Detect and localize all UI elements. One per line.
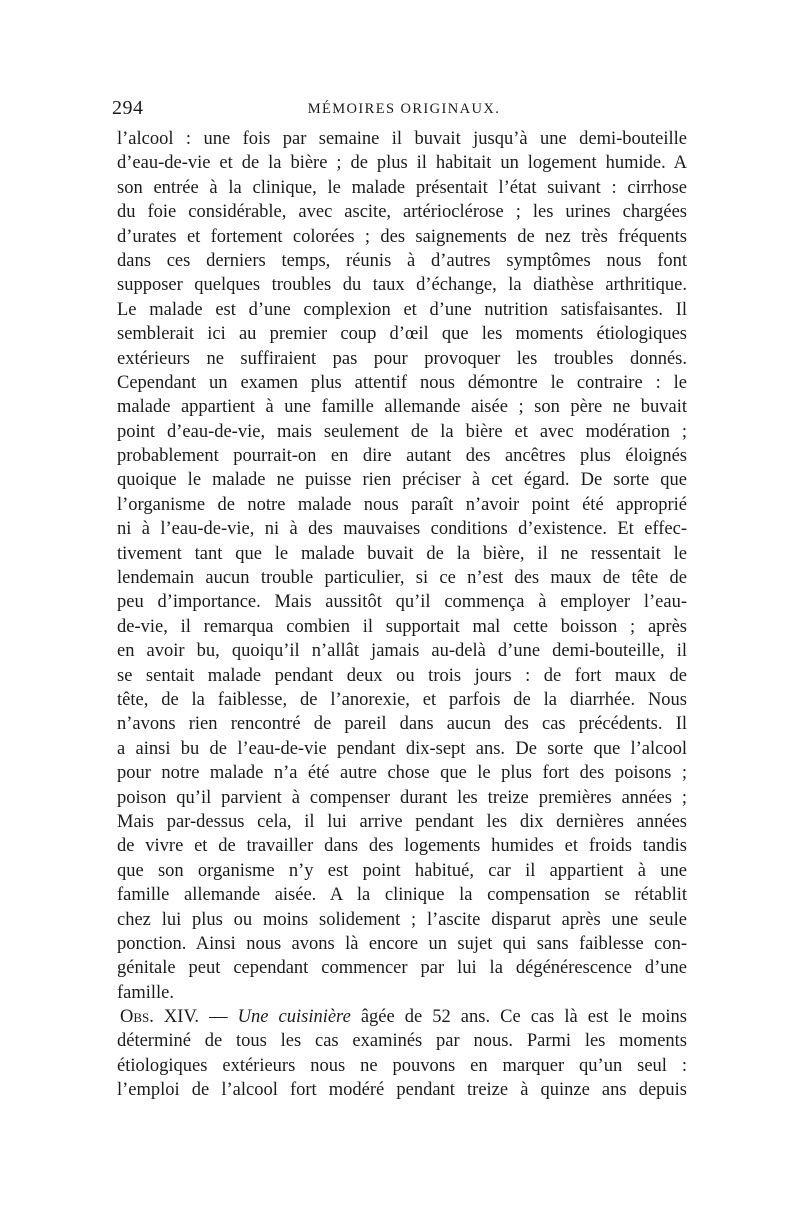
text-line: ponction. Ainsi nous avons là encore un sujet qui sans faiblesse con- [117,933,687,954]
text-line: famille allemande aisée. A la clinique la compensation se rétablit [117,885,687,906]
text-line: ni à l’eau-de-vie, ni à des mauvaises conditions d’existence. Et effec- [117,519,687,540]
page-number: 294 [112,97,144,119]
observation-title: Une cuisinière [237,1007,351,1028]
running-title: MÉMOIRES ORIGINAUX. [307,101,501,117]
page-header [112,97,696,123]
text-line: tivement tant que le malade buvait de la bière, il ne ressentait le [117,543,687,564]
text-line: d’eau-de-vie et de la bière ; de plus il habitait un logement humide. A [117,153,687,174]
text-line: a ainsi bu de l’eau-de-vie pendant dix-sept ans. De sorte que l’alcool [117,738,687,759]
text-line: malade appartient à une famille allemande aisée ; son père ne buvait [117,397,687,418]
text-line: que son organisme n’y est point habitué, car il appartient à une [117,860,687,881]
observation-label: Obs. XIV. [120,1007,200,1028]
observation-dash: — [199,1007,238,1028]
text-line: supposer quelques troubles du taux d’échange, la diathèse arthritique. [117,275,687,296]
text-line: l’emploi de l’alcool fort modéré pendant treize à quinze ans depuis [117,1080,687,1101]
text-line: point d’eau-de-vie, mais seulement de la bière et avec modération ; [117,421,687,442]
text-line: semblerait ici au premier coup d’œil que les moments étiologiques [117,324,687,345]
observation-first-line: âgée de 52 ans. Ce cas là est le moins [350,1007,687,1028]
text-line: poison qu’il parvient à compenser durant les treize premières années ; [117,787,687,808]
text-line: génitale peut cependant commencer par lui la dégénérescence d’une [117,958,687,979]
text-line: dans ces derniers temps, réunis à d’autres symptômes nous font [117,250,687,271]
text-line: famille. [117,982,175,1003]
paragraph-2 [117,1005,687,1103]
text-line [117,1005,687,1029]
text-line: pour notre malade n’a été autre chose que le plus fort des poisons ; [117,763,687,784]
text-line: probablement pourrait-on en dire autant des ancêtres plus éloignés [117,446,687,467]
text-line: extérieurs ne suffiraient pas pour provoquer les troubles donnés. [117,348,687,369]
text-line: quoique le malade ne puisse rien préciser à cet égard. De sorte que [117,470,687,491]
text-line: déterminé de tous les cas examinés par nous. Parmi les moments [117,1031,687,1052]
text-line: d’urates et fortement colorées ; des saignements de nez très fréquents [117,226,687,247]
text-line: l’organisme de notre malade nous paraît n’avoir point été approprié [117,494,687,515]
text-line: tête, de la faiblesse, de l’anorexie, et parfois de la diarrhée. Nous [117,689,687,710]
text-line: Mais par-dessus cela, il lui arrive pendant les dix dernières années [117,811,687,832]
text-line: peu d’importance. Mais aussitôt qu’il commença à employer l’eau- [117,592,687,613]
text-line: l’alcool : une fois par semaine il buvait jusqu’à une demi-bouteille [117,129,687,149]
text-line: se sentait malade pendant deux ou trois jours : de fort maux de [117,665,687,686]
text-line: Cependant un examen plus attentif nous démontre le contraire : le [117,372,687,393]
paragraph-1 [117,127,687,1005]
text-line: Le malade est d’une complexion et d’une nutrition satisfaisantes. Il [117,299,687,320]
text-line: de vivre et de travailler dans des logements humides et froids tandis [117,836,687,857]
text-line: lendemain aucun trouble particulier, si ce n’est des maux de tête de [117,568,687,589]
text-line: chez lui plus ou moins solidement ; l’ascite disparut après une seule [117,909,687,930]
text-line: n’avons rien rencontré de pareil dans aucun des cas précédents. Il [117,714,687,735]
text-line: de-vie, il remarqua combien il supportait mal cette boisson ; après [117,616,687,637]
text-line: en avoir bu, quoiqu’il n’allât jamais au-delà d’une demi-bouteille, il [117,641,687,662]
text-line: du foie considérable, avec ascite, artérioclérose ; les urines chargées [117,202,687,223]
body-text [117,127,687,1103]
text-line: étiologiques extérieurs nous ne pouvons en marquer qu’un seul : [117,1055,687,1076]
text-line: son entrée à la clinique, le malade présentait l’état suivant : cirrhose [117,177,687,198]
